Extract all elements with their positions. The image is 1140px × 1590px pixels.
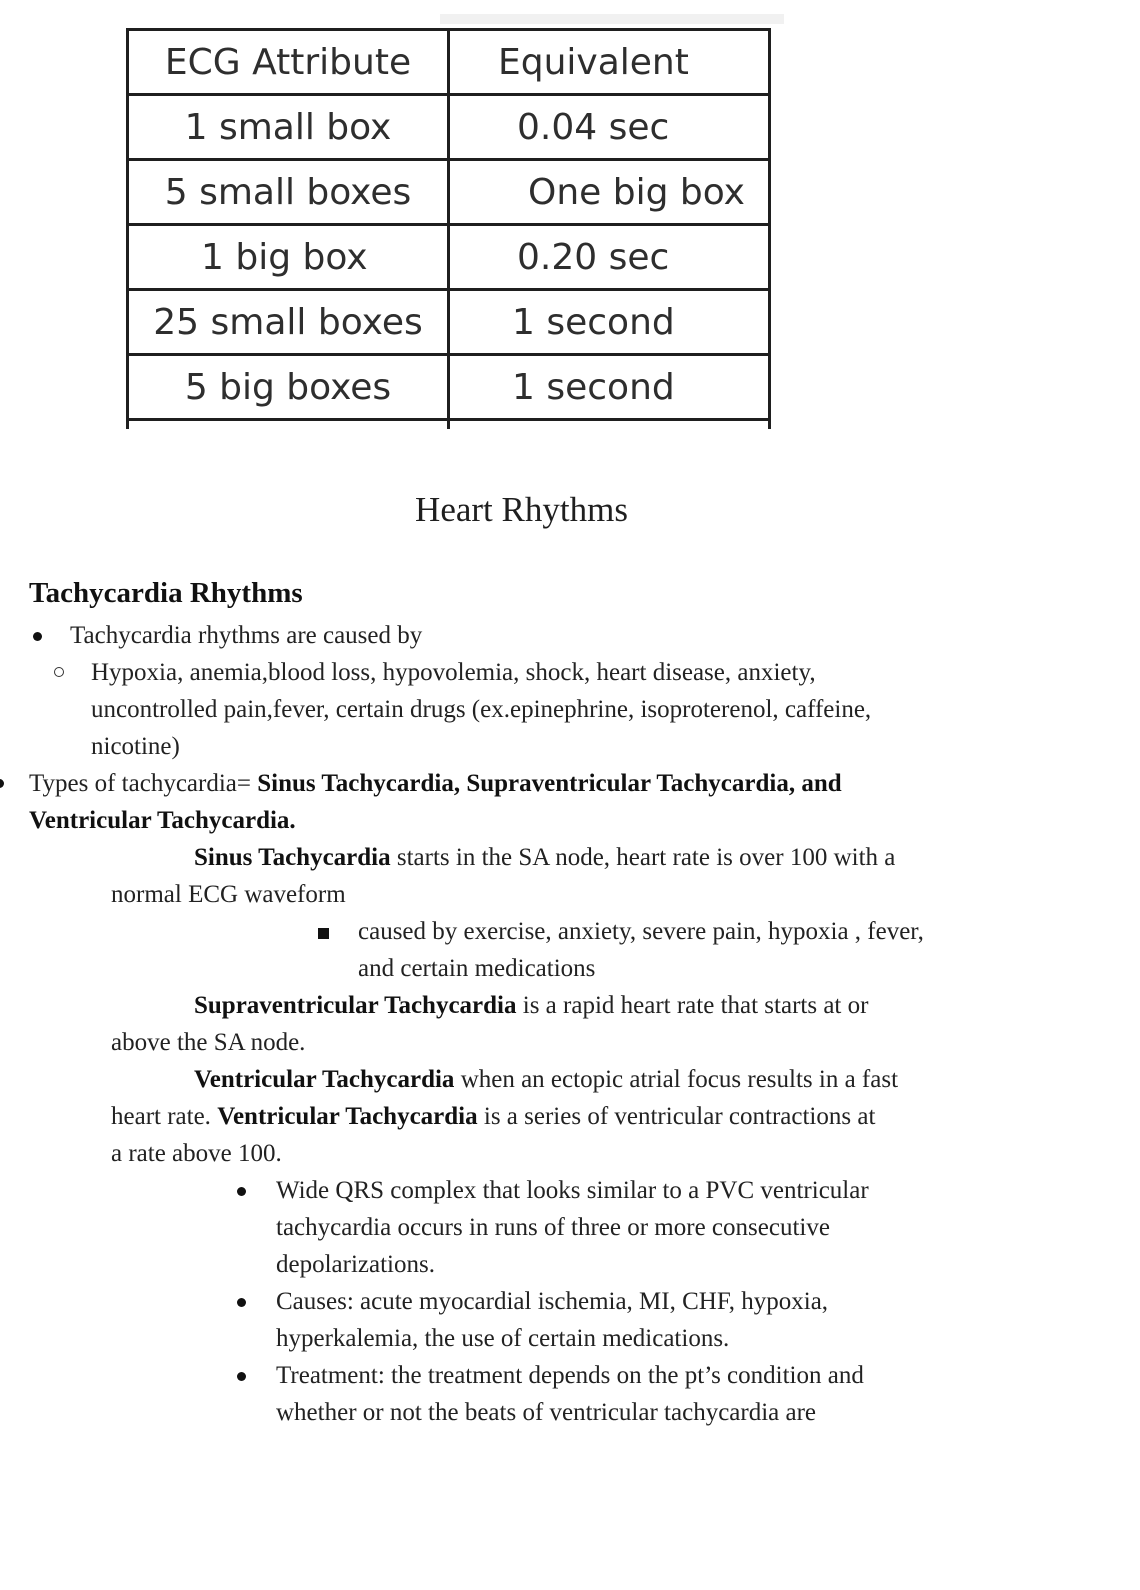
types-prefix: Types of tachycardia= [29,770,258,797]
table-cell: One big box [449,160,770,225]
table-cell: 25 small boxes [128,290,449,355]
table-row [128,355,770,420]
svt-text: is a rapid heart rate that starts at or [516,992,869,1019]
table-row [128,225,770,290]
vt-text: when an ectopic atrial focus results in a fast [454,1066,899,1093]
sinus-sub-line: caused by exercise, anxiety, severe pain, hypoxia , fever, [358,918,924,945]
table-row-cutoff [128,420,770,430]
vt-paragraph [194,1061,898,1098]
bullet-dot-icon [237,1298,246,1307]
types-list: Sinus Tachycardia, Supraventricular Tachycardia, and [257,770,842,797]
table-header-attribute: ECG Attribute [128,30,449,95]
table-cell: 1 small box [128,95,449,160]
causes-line: uncontrolled pain,fever, certain drugs (ex.epinephrine, isoproterenol, caffeine, [91,696,872,723]
section-heading: Tachycardia Rhythms [29,577,303,609]
vt-bullet-line: tachycardia occurs in runs of three or more consecutive [276,1214,830,1241]
svt-term: Supraventricular Tachycardia [194,992,517,1019]
vt-bullet-line: Causes: acute myocardial ischemia, MI, CHF, hypoxia, [276,1288,829,1315]
bullet-dot-icon [237,1187,246,1196]
scan-edge [440,14,784,24]
table-cell: 5 small boxes [128,160,449,225]
bullet-dot-icon [0,779,4,788]
vt-text: heart rate. [111,1103,218,1130]
vt-bullet-line: Treatment: the treatment depends on the pt’s condition and [276,1362,864,1389]
vt-bullet-line: hyperkalemia, the use of certain medications. [276,1325,730,1352]
table-cell: 0.20 sec [449,225,770,290]
vt-bullet-line: whether or not the beats of ventricular tachycardia are [276,1399,817,1426]
ecg-table [126,28,771,429]
bullet-text: Tachycardia rhythms are caused by [70,622,423,649]
table-cell: 1 second [449,355,770,420]
sinus-text: starts in the SA node, heart rate is over 100 with a [390,844,896,871]
sinus-line: normal ECG waveform [111,881,346,908]
vt-term: Ventricular Tachycardia [217,1103,478,1130]
sinus-sub-line: and certain medications [358,955,596,982]
table-cell [128,420,449,430]
svt-paragraph [194,987,868,1024]
vt-bullet-line: Wide QRS complex that looks similar to a PVC ventricular [276,1177,869,1204]
table-cell: 5 big boxes [128,355,449,420]
table-cell: 0.04 sec [449,95,770,160]
table-cell: 1 big box [128,225,449,290]
svt-line: above the SA node. [111,1029,306,1056]
table-row [128,290,770,355]
table-header-row [128,30,770,95]
types-line [29,765,842,802]
table-row [128,160,770,225]
types-line [29,802,296,839]
table-cell: 1 second [449,290,770,355]
sinus-paragraph [194,839,895,876]
causes-line: nicotine) [91,733,180,760]
vt-bullet-line: depolarizations. [276,1251,435,1278]
types-list-end: Ventricular Tachycardia. [29,807,296,834]
bullet-square-icon [318,928,329,939]
page-title: Heart Rhythms [415,490,628,529]
bullet-dot-icon [33,632,42,641]
table-cell [449,420,770,430]
sinus-term: Sinus Tachycardia [194,844,391,871]
vt-line [111,1098,875,1135]
vt-text: is a series of ventricular contractions at [477,1103,876,1130]
table-row [128,95,770,160]
vt-term: Ventricular Tachycardia [194,1066,455,1093]
bullet-dot-icon [237,1372,246,1381]
bullet-circle-icon [54,667,64,677]
table-header-equivalent: Equivalent [449,30,770,95]
vt-line: a rate above 100. [111,1140,282,1167]
causes-line: Hypoxia, anemia,blood loss, hypovolemia, shock, heart disease, anxiety, [91,659,816,686]
